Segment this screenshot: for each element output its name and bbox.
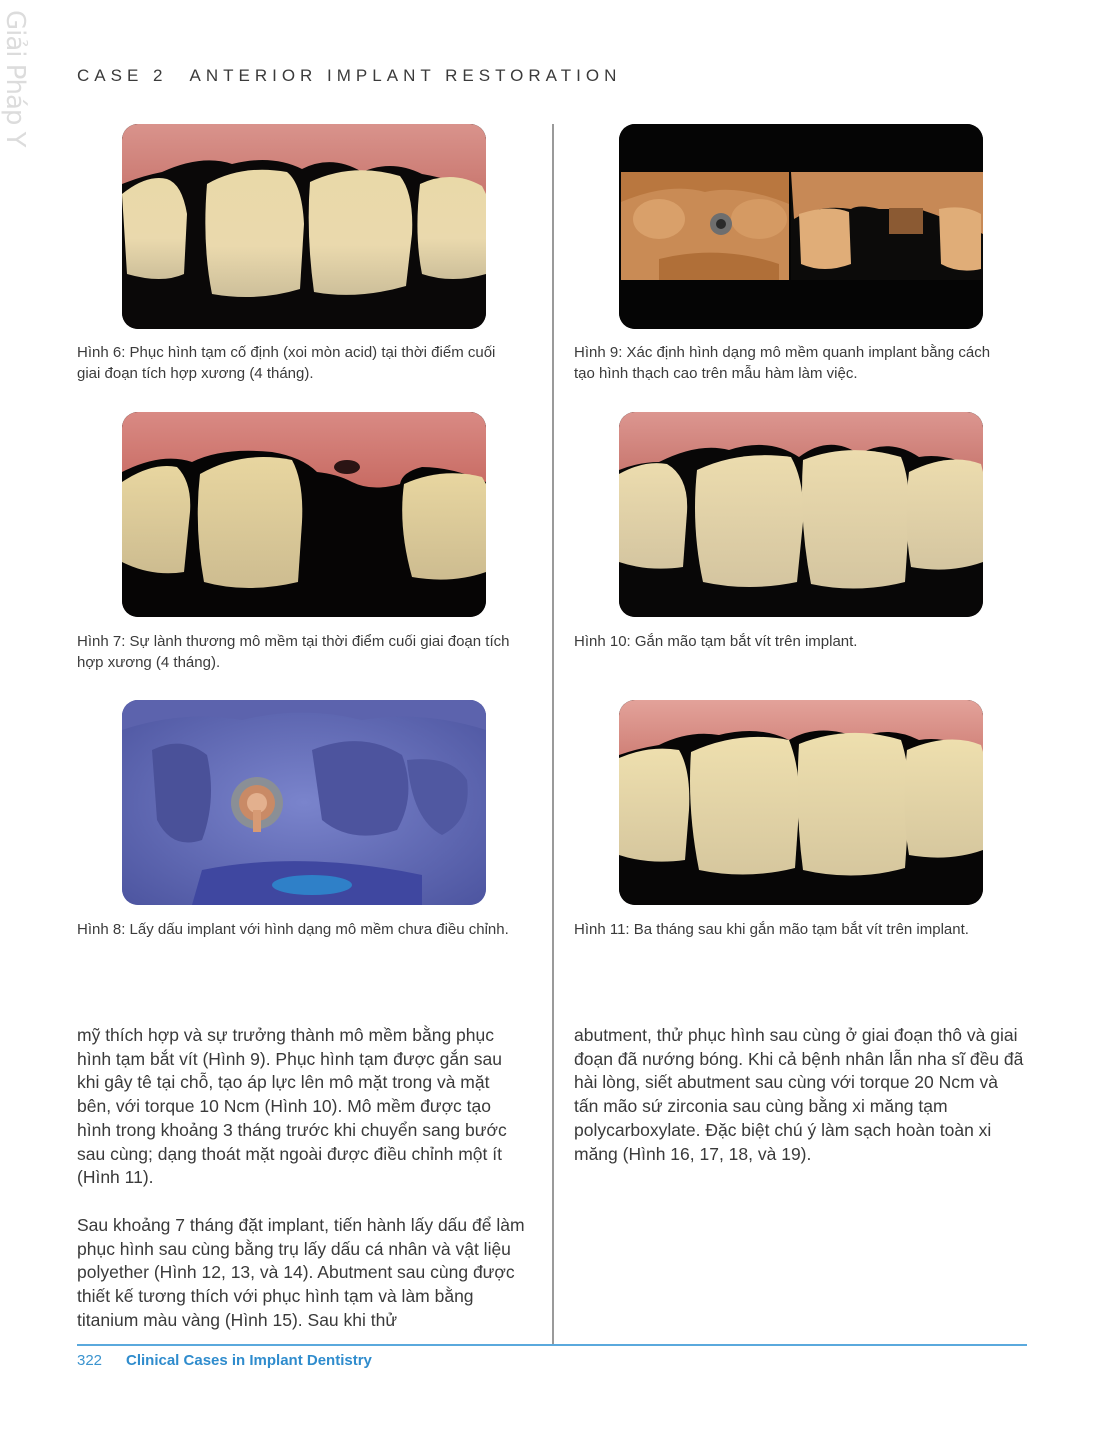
figure-6-photo	[122, 124, 486, 329]
left-paragraph-1: mỹ thích hợp và sự trưởng thành mô mềm bằng phục hình tạm bắt vít (Hình 9). Phục hình tạm được gắn sau khi gây tê tại chỗ, tạo áp lực lên mô mặt trong và mặt bên, với torque 10 Ncm (Hình 10). Mô mềm được tạo hình trong khoảng 3 tháng trước khi chuyển sang bước sau cùng; dạng thoát mặt ngoài được điều chỉnh một ít (Hình 11).	[77, 1025, 507, 1188]
running-header	[77, 66, 621, 86]
right-column-text	[574, 1024, 1026, 1190]
figure-11-caption: Hình 11: Ba tháng sau khi gắn mão tạm bắt vít trên implant.	[574, 921, 969, 938]
figure-10-photo	[619, 412, 983, 617]
figure-8-caption: Hình 8: Lấy dấu implant với hình dạng mô mềm chưa điều chỉnh.	[77, 921, 509, 938]
figure-9-photo	[619, 124, 983, 329]
case-label: CASE 2	[77, 66, 168, 85]
figure-8-photo	[122, 700, 486, 905]
figure-11-photo	[619, 700, 983, 905]
chapter-title: ANTERIOR IMPLANT RESTORATION	[189, 66, 622, 85]
figure-7-photo	[122, 412, 486, 617]
figure-9-caption: Hình 9: Xác định hình dạng mô mềm quanh implant bằng cách tạo hình thạch cao trên mẫu hàm làm việc.	[574, 344, 991, 382]
column-divider	[552, 124, 554, 1344]
left-column-text	[77, 1024, 527, 1356]
figure-10-caption: Hình 10: Gắn mão tạm bắt vít trên implant.	[574, 633, 858, 650]
right-paragraph-1: abutment, thử phục hình sau cùng ở giai đoạn thô và giai đoạn đã nướng bóng. Khi cả bệnh nhân lẫn nha sĩ đều đã hài lòng, siết abutment sau cùng với torque 20 Ncm và tấn mão sứ zirconia sau cùng bằng xi măng tạm polycarboxylate. Đặc biệt chú ý làm sạch hoàn toàn xi măng (Hình 16, 17, 18, và 19).	[574, 1025, 1024, 1164]
page-number: 322	[77, 1352, 103, 1369]
left-paragraph-2: Sau khoảng 7 tháng đặt implant, tiến hành lấy dấu để làm phục hình sau cùng bằng trụ lấy dấu cá nhân và vật liệu polyether (Hình 12, 13, và 14). Abutment sau cùng được thiết kế tương thích với phục hình tạm và làm bằng titanium màu vàng (Hình 15). Sau khi thử	[77, 1214, 525, 1330]
footer-rule	[77, 1344, 1027, 1346]
figure-6-caption: Hình 6: Phục hình tạm cố định (xoi mòn acid) tại thời điểm cuối giai đoạn tích hợp xương (4 tháng).	[77, 344, 496, 382]
book-title: Clinical Cases in Implant Dentistry	[126, 1352, 372, 1369]
watermark: Giải Pháp Y	[0, 10, 30, 147]
figure-7-caption: Hình 7: Sự lành thương mô mềm tại thời điểm cuối giai đoạn tích hợp xương (4 tháng).	[77, 633, 510, 671]
